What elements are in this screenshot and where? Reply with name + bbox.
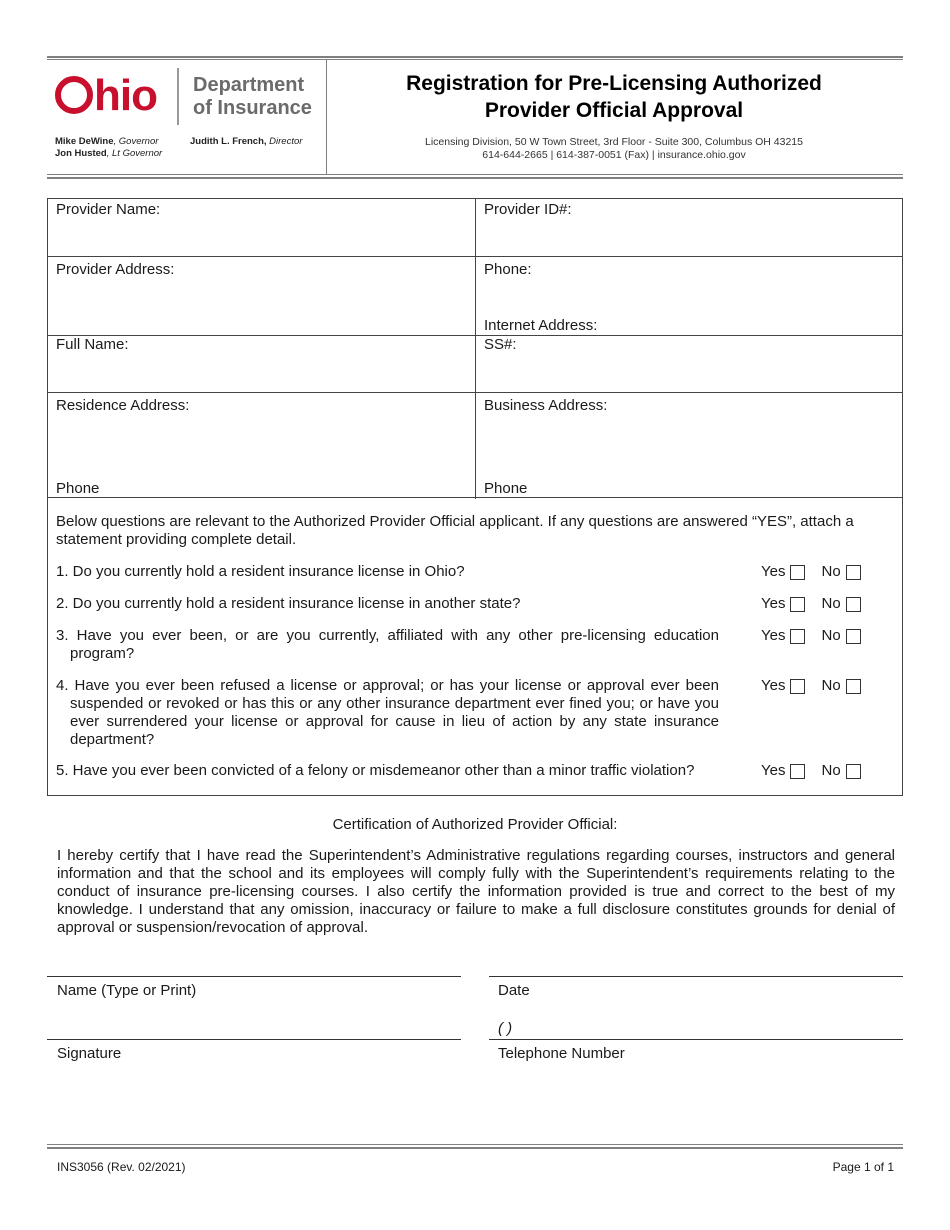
department-line1: Department bbox=[193, 74, 305, 96]
signature-label: Signature bbox=[57, 1045, 122, 1062]
form-title bbox=[340, 70, 888, 124]
question-3-yes-checkbox[interactable] bbox=[790, 629, 805, 644]
ohio-logo bbox=[55, 70, 157, 122]
yes-label: Yes bbox=[761, 762, 786, 779]
ohio-logo-o-icon bbox=[55, 76, 93, 114]
date-line[interactable] bbox=[489, 976, 903, 977]
header-bottom-rule-thin bbox=[47, 174, 903, 175]
question-2-answer bbox=[761, 595, 861, 613]
question-4-no-checkbox[interactable] bbox=[846, 679, 861, 694]
ohio-logo-text: hio bbox=[94, 71, 157, 120]
no-label: No bbox=[821, 677, 841, 694]
certification-heading: Certification of Authorized Provider Official: bbox=[332, 816, 618, 833]
logo-divider bbox=[177, 68, 179, 125]
questions-intro: Below questions are relevant to the Authorized Provider Official applicant. If any questions are answered “YES”, attach a statement providing complete detail. bbox=[56, 513, 854, 548]
header-bottom-rule bbox=[47, 177, 903, 179]
question-3-no-checkbox[interactable] bbox=[846, 629, 861, 644]
date-label: Date bbox=[498, 982, 530, 999]
header-top-rule bbox=[47, 56, 903, 58]
yes-label: Yes bbox=[761, 627, 786, 644]
lt-governor-name: Jon Husted bbox=[55, 148, 107, 159]
table-column-divider bbox=[475, 199, 476, 499]
telephone-label: Telephone Number bbox=[498, 1045, 625, 1062]
question-1-answer bbox=[761, 563, 861, 581]
lt-governor-title: , Lt Governor bbox=[106, 148, 163, 159]
telephone-line[interactable] bbox=[489, 1039, 903, 1040]
yes-label: Yes bbox=[761, 563, 786, 580]
form-title-line2: Provider Official Approval bbox=[484, 99, 744, 122]
governor-name: Mike DeWine bbox=[55, 136, 114, 147]
residence-address-field[interactable]: Residence Address: bbox=[56, 397, 190, 414]
governor-block bbox=[55, 136, 162, 160]
director-title: Director bbox=[266, 136, 303, 147]
agency-address bbox=[340, 136, 888, 162]
question-1: 1. Do you currently hold a resident insurance license in Ohio? bbox=[56, 563, 465, 580]
question-4-answer bbox=[761, 677, 861, 695]
yes-label: Yes bbox=[761, 595, 786, 612]
form-number: INS3056 (Rev. 02/2021) bbox=[57, 1160, 186, 1174]
residence-phone-field[interactable]: Phone bbox=[56, 480, 100, 497]
question-1-no-checkbox[interactable] bbox=[846, 565, 861, 580]
provider-address-field[interactable]: Provider Address: bbox=[56, 261, 175, 278]
questions-section bbox=[47, 498, 903, 796]
signature-line[interactable] bbox=[47, 1039, 461, 1040]
question-2-no-checkbox[interactable] bbox=[846, 597, 861, 612]
question-5: 5. Have you ever been convicted of a felony or misdemeanor other than a minor traffic violation? bbox=[56, 762, 695, 779]
agency-contact-line: 614-644-2665 | 614-387-0051 (Fax) | insurance.ohio.gov bbox=[482, 149, 746, 161]
internet-address-field[interactable]: Internet Address: bbox=[484, 317, 598, 334]
applicant-info-table bbox=[47, 198, 903, 498]
agency-address-line1: Licensing Division, 50 W Town Street, 3rd Floor - Suite 300, Columbus OH 43215 bbox=[425, 136, 803, 148]
governor-title: , Governor bbox=[113, 136, 159, 147]
provider-name-field[interactable]: Provider Name: bbox=[56, 201, 161, 218]
no-label: No bbox=[821, 627, 841, 644]
no-label: No bbox=[821, 563, 841, 580]
no-label: No bbox=[821, 762, 841, 779]
director-block bbox=[190, 136, 302, 148]
name-line[interactable] bbox=[47, 976, 461, 977]
name-label: Name (Type or Print) bbox=[57, 982, 197, 999]
table-row-divider bbox=[48, 335, 902, 336]
director-name: Judith L. French, bbox=[190, 136, 267, 147]
provider-id-field[interactable]: Provider ID#: bbox=[484, 201, 572, 218]
page-number: Page 1 of 1 bbox=[832, 1160, 894, 1174]
question-4: 4. Have you ever been refused a license or approval; or has your license or approval ever been suspended or revoked or has this or any other insurance department ever fined you; or have you ever surrendered your license or approval for cause in lieu of action by any state insurance department? bbox=[56, 677, 719, 748]
question-4-yes-checkbox[interactable] bbox=[790, 679, 805, 694]
question-3-answer bbox=[761, 627, 861, 645]
footer-rule bbox=[47, 1147, 903, 1149]
business-phone-field[interactable]: Phone bbox=[484, 480, 528, 497]
table-row-divider bbox=[48, 256, 902, 257]
question-2: 2. Do you currently hold a resident insurance license in another state? bbox=[56, 595, 521, 612]
department-name bbox=[193, 74, 312, 120]
question-1-yes-checkbox[interactable] bbox=[790, 565, 805, 580]
question-5-no-checkbox[interactable] bbox=[846, 764, 861, 779]
area-code-parentheses: ( ) bbox=[498, 1020, 513, 1037]
business-address-field[interactable]: Business Address: bbox=[484, 397, 608, 414]
question-5-yes-checkbox[interactable] bbox=[790, 764, 805, 779]
question-3: 3. Have you ever been, or are you currently, affiliated with any other pre-licensing education program? bbox=[56, 627, 719, 662]
question-2-yes-checkbox[interactable] bbox=[790, 597, 805, 612]
form-title-line1: Registration for Pre-Licensing Authorized bbox=[406, 72, 822, 95]
header-top-rule-thin bbox=[47, 59, 903, 60]
provider-phone-field[interactable]: Phone: bbox=[484, 261, 532, 278]
yes-label: Yes bbox=[761, 677, 786, 694]
department-line2: of Insurance bbox=[193, 97, 312, 119]
footer-rule-thin bbox=[47, 1144, 903, 1145]
full-name-field[interactable]: Full Name: bbox=[56, 336, 129, 353]
certification-statement: I hereby certify that I have read the Superintendent’s Administrative regulations regarding courses, instructors and general information and that the school and its employees will comply fully with the Superintendent’s requirements relating to the conduct of insurance pre-licensing courses. I also certify the information provided is true and correct to the best of my knowledge. I understand that any omission, inaccuracy or failure to make a full disclosure constitutes grounds for denial of approval or suspension/revocation of approval. bbox=[57, 847, 895, 936]
table-row-divider bbox=[48, 392, 902, 393]
question-5-answer bbox=[761, 762, 861, 780]
header-divider bbox=[326, 60, 327, 174]
ssn-field[interactable]: SS#: bbox=[484, 336, 517, 353]
no-label: No bbox=[821, 595, 841, 612]
